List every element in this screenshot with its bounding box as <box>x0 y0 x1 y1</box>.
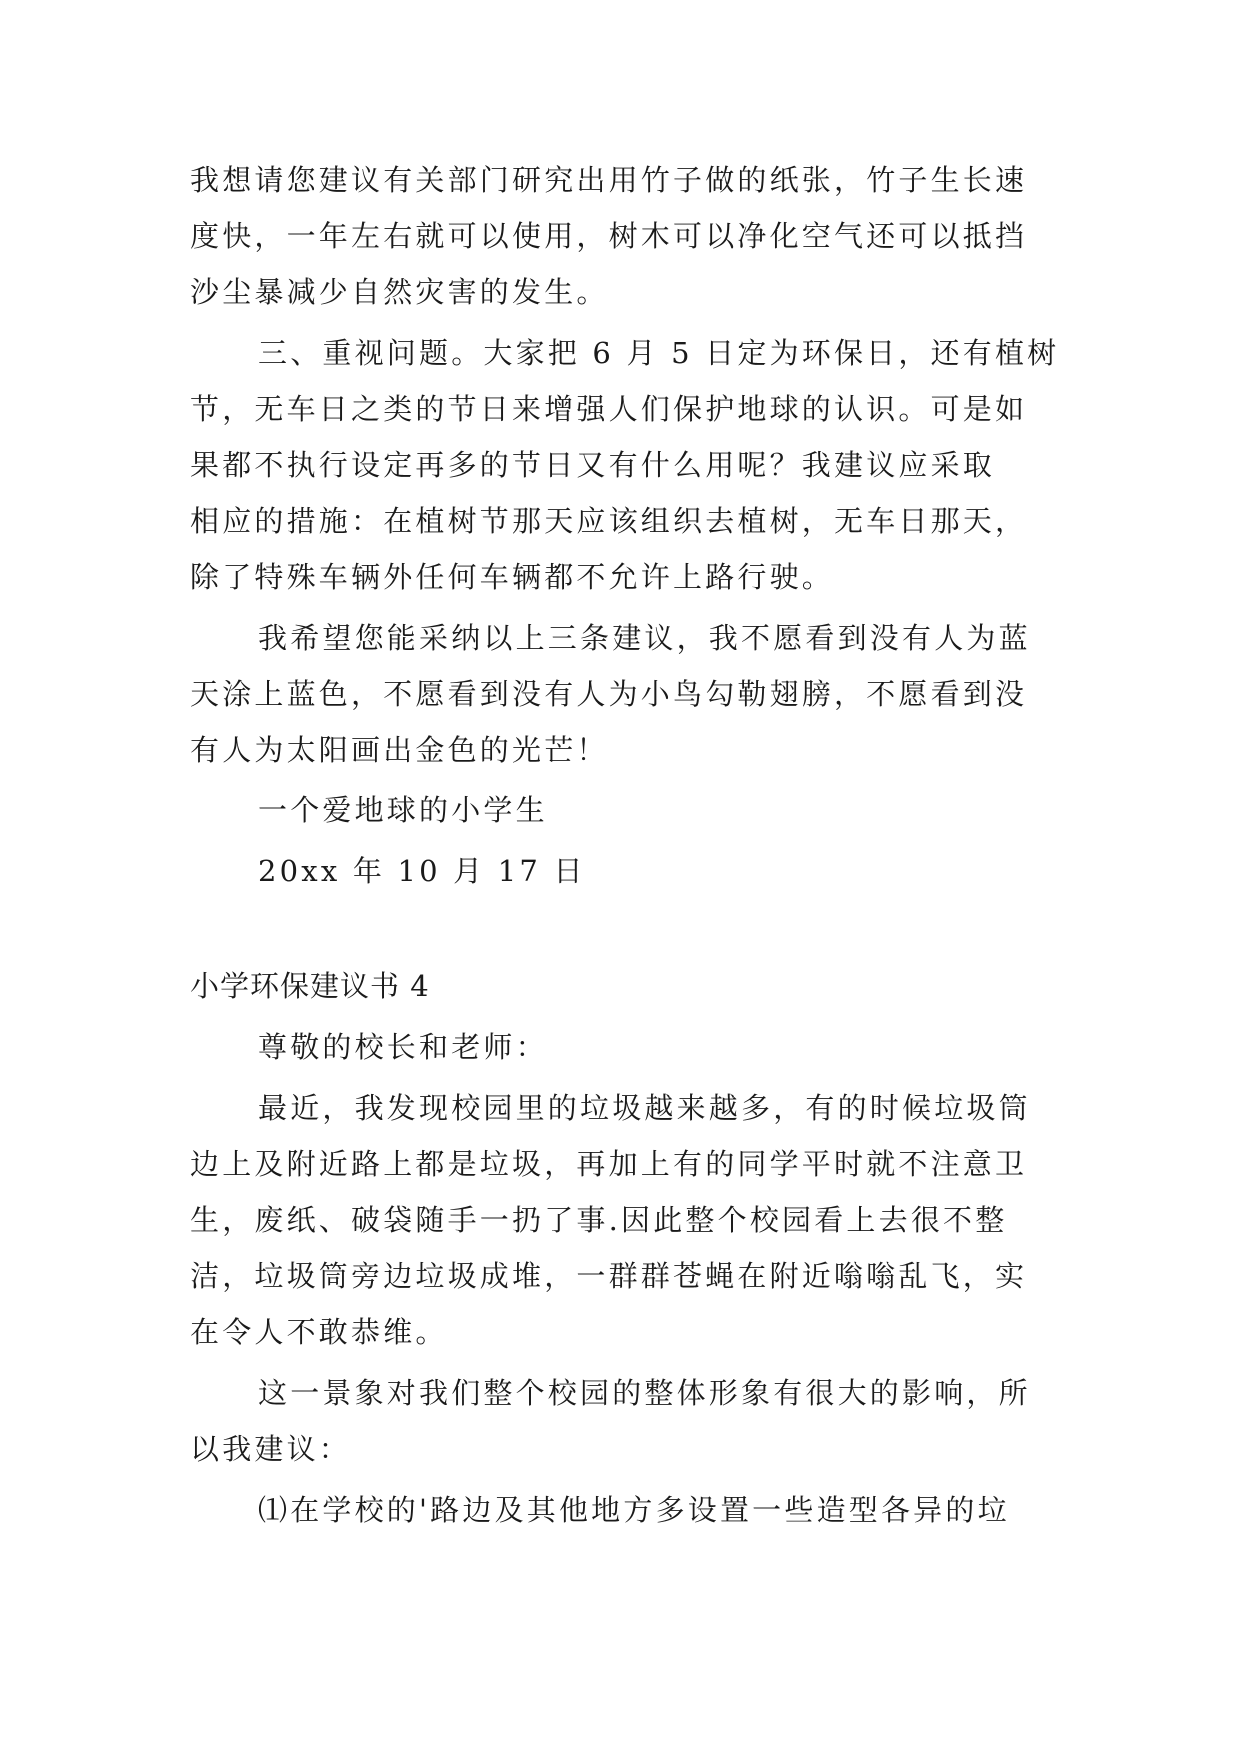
paragraph-line: 生，废纸、破袋随手一扔了事.因此整个校园看上去很不整 <box>190 1203 1008 1237</box>
signature-line: 一个爱地球的小学生 <box>258 793 548 827</box>
paragraph-line: 边上及附近路上都是垃圾，再加上有的同学平时就不注意卫 <box>190 1147 1028 1181</box>
paragraph-line: 节，无车日之类的节日来增强人们保护地球的认识。可是如 <box>190 392 1028 426</box>
paragraph-line: 在令人不敢恭维。 <box>190 1315 448 1349</box>
salutation-line: 尊敬的校长和老师： <box>258 1030 548 1064</box>
paragraph-line: 我希望您能采纳以上三条建议，我不愿看到没有人为蓝 <box>258 621 1031 655</box>
paragraph-line: 三、重视问题。大家把 6 月 5 日定为环保日，还有植树 <box>258 336 1060 370</box>
paragraph-line: 沙尘暴减少自然灾害的发生。 <box>190 275 609 309</box>
paragraph-line: ⑴在学校的'路边及其他地方多设置一些造型各异的垃 <box>258 1493 1010 1527</box>
paragraph-line: 最近，我发现校园里的垃圾越来越多，有的时候垃圾筒 <box>258 1091 1031 1125</box>
section-title: 小学环保建议书 4 <box>190 969 430 1003</box>
paragraph-line: 洁，垃圾筒旁边垃圾成堆，一群群苍蝇在附近嗡嗡乱飞，实 <box>190 1259 1028 1293</box>
paragraph-line: 天涂上蓝色，不愿看到没有人为小鸟勾勒翅膀，不愿看到没 <box>190 677 1028 711</box>
paragraph-line: 除了特殊车辆外任何车辆都不允许上路行驶。 <box>190 560 835 594</box>
paragraph-line: 果都不执行设定再多的节日又有什么用呢？我建议应采取 <box>190 448 996 482</box>
paragraph-line: 度快，一年左右就可以使用，树木可以净化空气还可以抵挡 <box>190 219 1028 253</box>
paragraph-line: 我想请您建议有关部门研究出用竹子做的纸张，竹子生长速 <box>190 163 1028 197</box>
paragraph-line: 以我建议： <box>190 1432 352 1466</box>
paragraph-line: 这一景象对我们整个校园的整体形象有很大的影响，所 <box>258 1376 1031 1410</box>
paragraph-line: 相应的措施：在植树节那天应该组织去植树，无车日那天， <box>190 504 1028 538</box>
paragraph-line: 有人为太阳画出金色的光芒！ <box>190 733 609 767</box>
date-line: 20xx 年 10 月 17 日 <box>258 854 586 888</box>
